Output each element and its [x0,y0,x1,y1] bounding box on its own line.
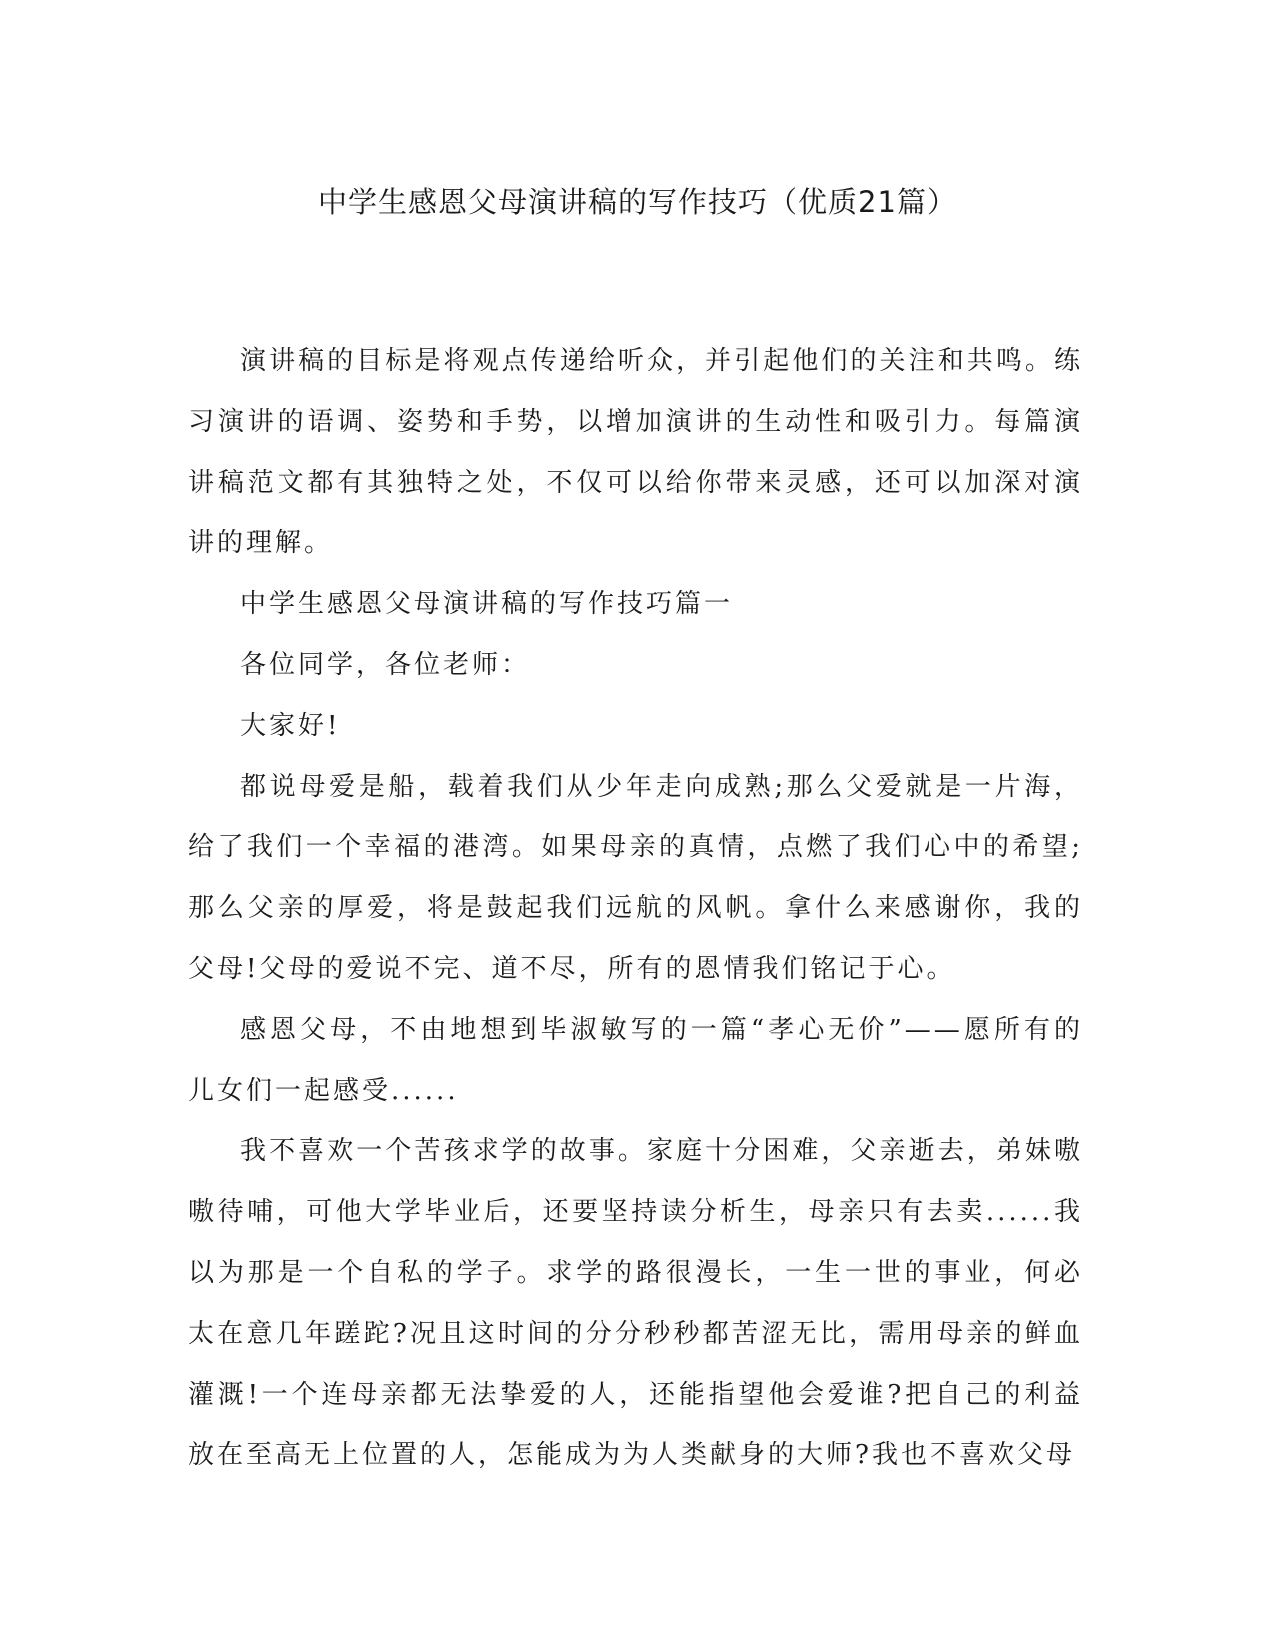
body-paragraph: 都说母爱是船，载着我们从少年走向成熟;那么父爱就是一片海，给了我们一个幸福的港湾。如果母亲的真情，点燃了我们心中的希望;那么父亲的厚爱，将是鼓起我们远航的风帆。拿什么来感谢你，我的父母!父母的爱说不完、道不尽，所有的恩情我们铭记于心。 [188,771,1083,984]
body-paragraph: 感恩父母，不由地想到毕淑敏写的一篇“孝心无价”——愿所有的儿女们一起感受...... [188,1014,1083,1106]
greeting: 大家好! [240,710,341,741]
document-body [188,331,1083,1486]
intro-paragraph: 演讲稿的目标是将观点传递给听众，并引起他们的关注和共鸣。练习演讲的语调、姿势和手势，以增加演讲的生动性和吸引力。每篇演讲稿范文都有其独特之处，不仅可以给你带来灵感，还可以加深对演讲的理解。 [188,346,1083,559]
body-paragraph: 我不喜欢一个苦孩求学的故事。家庭十分困难，父亲逝去，弟妹嗷嗷待哺，可他大学毕业后，还要坚持读分析生，母亲只有去卖......我以为那是一个自私的学子。求学的路很漫长，一生一世的事业，何必太在意几年蹉跎?况且这时间的分分秒秒都苦涩无比，需用母亲的鲜血灌溉!一个连母亲都无法挚爱的人，还能指望他会爱谁?把自己的利益放在至高无上位置的人，怎能成为为人类献身的大师?我也不喜欢父母 [188,1136,1083,1471]
section-heading: 中学生感恩父母演讲稿的写作技巧篇一 [240,589,734,620]
salutation: 各位同学，各位老师： [240,649,531,680]
document-title: 中学生感恩父母演讲稿的写作技巧（优质21篇） [318,185,957,219]
